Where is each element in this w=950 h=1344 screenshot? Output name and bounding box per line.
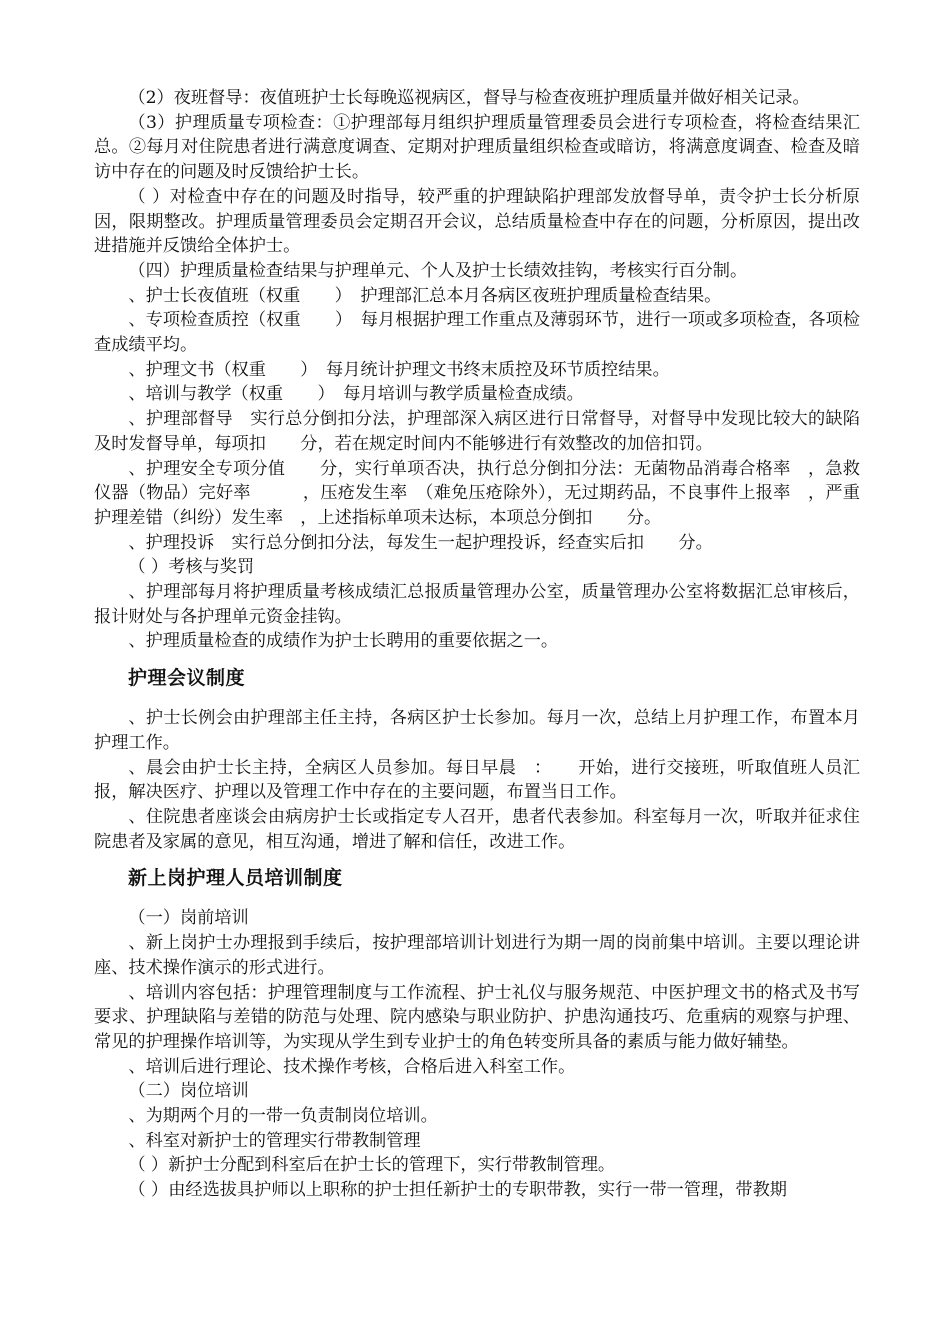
paragraph: 、专项检查质控（权重 ） 每月根据护理工作重点及薄弱环节，进行一项或多项检查，各项检查成绩平均。 (94, 310, 860, 356)
section-heading-meeting: 护理会议制度 (128, 667, 246, 690)
paragraph: （3）护理质量专项检查：①护理部每月组织护理质量管理委员会进行专项检查，将检查结果汇总。②每月对住院患者进行满意度调查、定期对护理质量组织检查或暗访，将满意度调查、检查及暗访中存在的问题及时反馈给护士长。 (94, 112, 860, 183)
paragraph: 、为期两个月的一带一负责制岗位培训。 (128, 1106, 438, 1127)
paragraph: 、新上岗护士办理报到手续后，按护理部培训计划进行为期一周的岗前集中培训。主要以理论讲座、技术操作演示的形式进行。 (94, 933, 860, 978)
paragraph: （一）岗前培训 (128, 908, 249, 929)
paragraph: 、培训与教学（权重 ） 每月培训与教学质量检查成绩。 (128, 384, 584, 405)
paragraph: 、护理安全专项分值 分，实行单项否决，执行总分倒扣分法：无菌物品消毒合格率 ，急救仪器（物品）完好率 ，压疮发生率 （难免压疮除外），无过期药品，不良事件上报率 ，严重护理差错（纠纷）发生率 ，上述指标单项未达标，本项总分倒扣 分。 (94, 458, 860, 528)
paragraph: 、晨会由护士长主持，全病区人员参加。每日早晨 ： 开始，进行交接班，听取值班人员汇报，解决医疗、护理以及管理工作中存在的主要问题，布置当日工作。 (94, 757, 860, 803)
paragraph: （ ）对检查中存在的问题及时指导，较严重的护理缺陷护理部发放督导单，责令护士长分析原因，限期整改。护理质量管理委员会定期召开会议，总结质量检查中存在的问题，分析原因，提出改进措施并反馈给全体护士。 (94, 186, 860, 257)
paragraph: 、护理质量检查的成绩作为护士长聘用的重要依据之一。 (128, 631, 559, 652)
paragraph: 、科室对新护士的管理实行带教制管理 (128, 1130, 421, 1151)
section-heading-training: 新上岗护理人员培训制度 (128, 867, 343, 890)
paragraph: 、住院患者座谈会由病房护士长或指定专人召开，患者代表参加。科室每月一次，听取并征求住院患者及家属的意见，相互沟通，增进了解和信任，改进工作。 (94, 806, 860, 852)
paragraph: （ ）由经选拔具护师以上职称的护士担任新护士的专职带教，实行一带一管理，带教期 (128, 1180, 787, 1201)
paragraph: 、护理部督导 实行总分倒扣分法，护理部深入病区进行日常督导，对督导中发现比较大的缺陷及时发督导单，每项扣 分，若在规定时间内不能够进行有效整改的加倍扣罚。 (94, 409, 860, 454)
training-section (94, 906, 860, 1202)
paragraph: （ ）新护士分配到科室后在护士长的管理下，实行带教制管理。 (128, 1155, 616, 1176)
paragraph: （二）岗位培训 (128, 1081, 249, 1102)
paragraph: 、护士长夜值班（权重 ） 护理部汇总本月各病区夜班护理质量检查结果。 (128, 285, 722, 306)
paragraph: 、培训内容包括：护理管理制度与工作流程、护士礼仪与服务规范、中医护理文书的格式及书写要求、护理缺陷与差错的防范与处理、院内感染与职业防护、护患沟通技巧、危重病的观察与护理、常见的护理操作培训等，为实现从学生到专业护士的角色转变所具备的素质与能力做好辅垫。 (94, 982, 860, 1052)
meeting-section (94, 706, 860, 854)
paragraph: 、培训后进行理论、技术操作考核，合格后进入科室工作。 (128, 1056, 576, 1077)
paragraph: （四）护理质量检查结果与护理单元、个人及护士长绩效挂钩，考核实行百分制。 (128, 260, 748, 281)
paragraph: 、护理文书（权重 ） 每月统计护理文书终末质控及环节质控结果。 (128, 359, 670, 380)
paragraph: 、护理投诉 实行总分倒扣分法，每发生一起护理投诉，经查实后扣 分。 (128, 532, 713, 553)
quality-check-section (94, 86, 860, 654)
paragraph: （2）夜班督导：夜值班护士长每晚巡视病区，督导与检查夜班护理质量并做好相关记录。 (128, 88, 810, 108)
paragraph: 、护士长例会由护理部主任主持，各病区护士长参加。每月一次，总结上月护理工作，布置本月护理工作。 (94, 708, 860, 753)
paragraph: 、护理部每月将护理质量考核成绩汇总报质量管理办公室，质量管理办公室将数据汇总审核后，报计财处与各护理单元资金挂钩。 (94, 582, 860, 627)
paragraph: （ ）考核与奖罚 (128, 557, 255, 578)
